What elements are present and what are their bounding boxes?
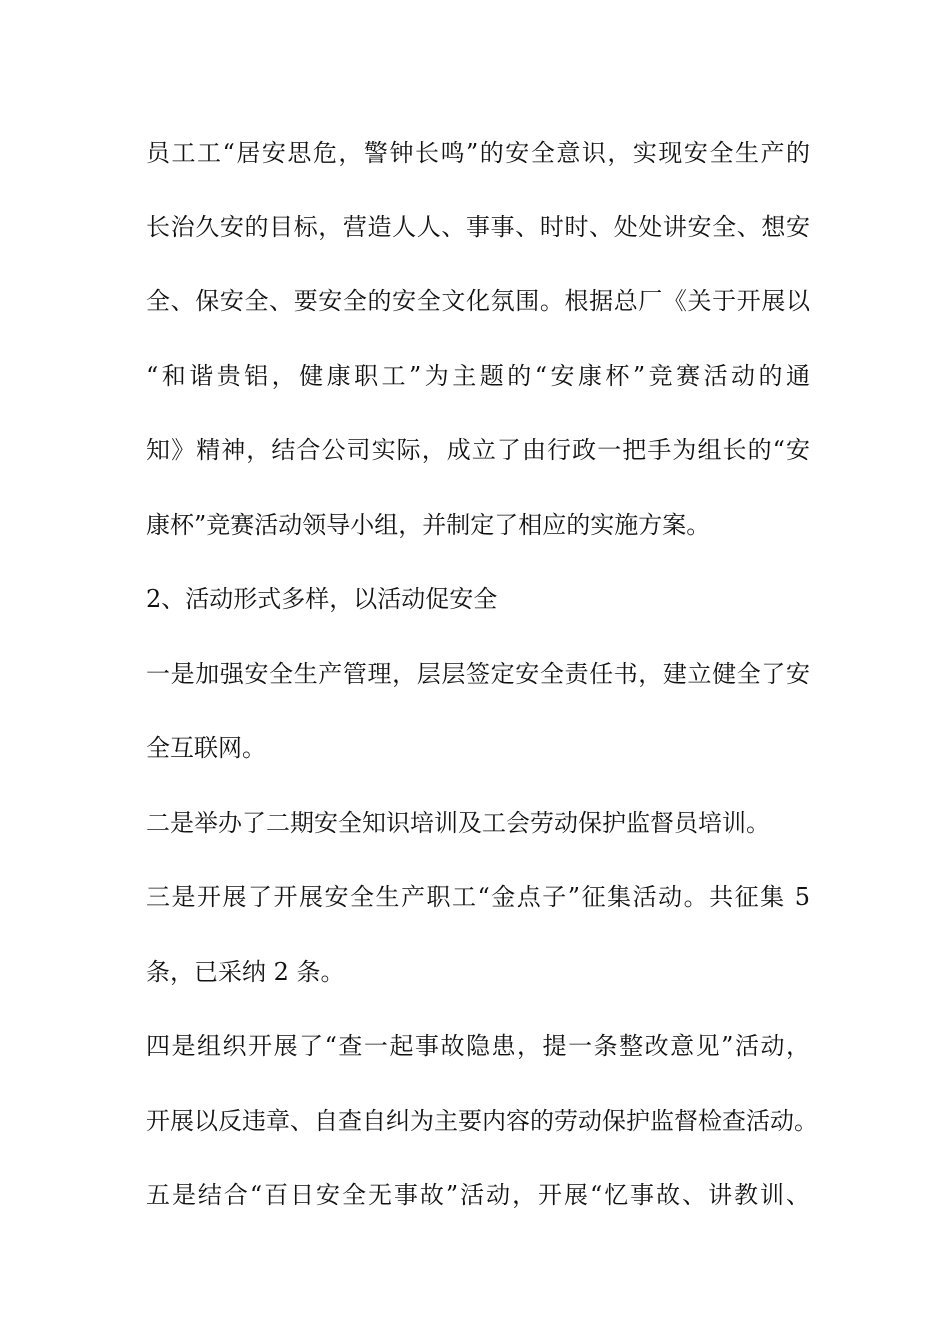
text-line-3: 全、保安全、要安全的安全文化氛围。根据总厂《关于开展以 xyxy=(146,287,810,315)
text-line-13: 四是组织开展了“查一起事故隐患，提一条整改意见”活动， xyxy=(146,1032,810,1060)
text-line-4: “和谐贵铝，健康职工”为主题的“安康杯”竞赛活动的通 xyxy=(146,362,810,390)
text-line-9: 全互联网。 xyxy=(146,734,266,762)
text-line-11: 三是开展了开展安全生产职工“金点子”征集活动。共征集 5 xyxy=(146,883,810,911)
text-line-5: 知》精神，结合公司实际，成立了由行政一把手为组长的“安 xyxy=(146,436,810,464)
section-heading: 2、活动形式多样，以活动促安全 xyxy=(146,585,498,613)
text-line-10: 二是举办了二期安全知识培训及工会劳动保护监督员培训。 xyxy=(146,809,770,837)
text-line-6: 康杯”竞赛活动领导小组，并制定了相应的实施方案。 xyxy=(146,511,711,539)
text-line-15: 五是结合“百日安全无事故”活动，开展“忆事故、讲教训、 xyxy=(146,1181,810,1209)
text-line-1: 员工工“居安思危，警钟长鸣”的安全意识，实现安全生产的 xyxy=(146,139,810,167)
text-line-14: 开展以反违章、自查自纠为主要内容的劳动保护监督检查活动。 xyxy=(146,1107,818,1135)
text-line-2: 长治久安的目标，营造人人、事事、时时、处处讲安全、想安 xyxy=(146,213,810,241)
text-line-8: 一是加强安全生产管理，层层签定安全责任书，建立健全了安 xyxy=(146,660,810,688)
text-line-12: 条，已采纳 2 条。 xyxy=(146,958,345,986)
